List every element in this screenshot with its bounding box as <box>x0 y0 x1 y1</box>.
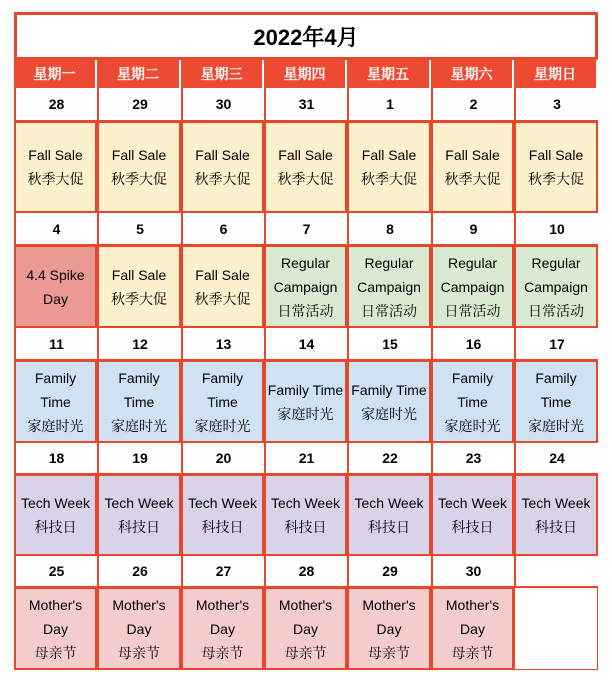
event-cell <box>97 587 181 670</box>
event-label: Regular <box>280 254 331 271</box>
event-cell <box>431 121 514 213</box>
day-number: 5 <box>97 213 181 245</box>
day-number: 3 <box>514 88 598 121</box>
day-number: 9 <box>431 213 514 245</box>
event-cell <box>264 121 347 213</box>
event-label: 秋季大促 <box>444 171 501 187</box>
day-number: 12 <box>97 328 181 360</box>
day-number: 26 <box>97 556 181 587</box>
event-cell <box>14 245 97 328</box>
day-number: 1 <box>347 88 431 121</box>
event-cell <box>14 121 97 213</box>
event-label: 秋季大促 <box>194 171 251 187</box>
event-label: 科技日 <box>201 519 244 535</box>
day-number: 7 <box>264 213 347 245</box>
event-label: Day <box>126 620 152 637</box>
event-cell <box>514 121 598 213</box>
day-number: 18 <box>14 443 97 474</box>
event-label: 母亲节 <box>368 644 410 661</box>
event-label: 科技日 <box>284 519 327 535</box>
event-cell <box>431 474 514 556</box>
event-label: 科技日 <box>535 519 577 535</box>
day-number: 20 <box>181 443 264 474</box>
empty-cell <box>514 587 598 670</box>
event-label: 家庭时光 <box>277 405 334 422</box>
event-label: Tech Week <box>21 495 90 511</box>
event-cell <box>181 245 264 328</box>
event-cell <box>181 121 264 213</box>
event-label: 秋季大促 <box>194 290 251 307</box>
event-label: Time <box>207 393 238 410</box>
day-number: 13 <box>181 328 264 360</box>
event-cell <box>264 245 347 328</box>
event-label: Fall Sale <box>278 147 333 163</box>
day-number <box>514 556 598 587</box>
event-label: 科技日 <box>118 519 160 535</box>
event-cell <box>97 474 181 556</box>
event-cell <box>97 245 181 328</box>
event-label: Family Time <box>267 381 344 398</box>
event-cell <box>431 587 514 670</box>
event-label: 日常活动 <box>277 302 334 319</box>
day-number: 10 <box>514 213 598 245</box>
event-cell <box>97 360 181 443</box>
event-label: Fall Sale <box>195 266 250 283</box>
day-number: 4 <box>14 213 97 245</box>
event-label: Mother's <box>362 596 416 613</box>
day-number: 2 <box>431 88 514 121</box>
event-label: 日常活动 <box>361 302 417 319</box>
day-number: 28 <box>14 88 97 121</box>
day-number: 22 <box>347 443 431 474</box>
event-label: Fall Sale <box>111 266 167 283</box>
event-label: 科技日 <box>34 519 77 535</box>
day-number: 28 <box>264 556 347 587</box>
day-number: 25 <box>14 556 97 587</box>
event-label: Day <box>293 620 318 637</box>
event-cell <box>181 474 264 556</box>
day-number: 23 <box>431 443 514 474</box>
event-label: 家庭时光 <box>528 417 584 434</box>
event-label: Day <box>376 620 402 637</box>
event-label: Campaign <box>273 278 338 295</box>
event-label: Campaign <box>357 278 421 295</box>
event-label: 秋季大促 <box>27 171 84 187</box>
event-cell <box>347 587 431 670</box>
event-label: Regular <box>447 254 498 271</box>
event-label: Fall Sale <box>111 147 167 163</box>
day-number: 31 <box>264 88 347 121</box>
event-label: Time <box>457 393 488 410</box>
event-label: 家庭时光 <box>194 417 251 434</box>
event-label: 母亲节 <box>451 644 494 661</box>
event-cell <box>14 474 97 556</box>
event-cell <box>14 360 97 443</box>
event-cell <box>14 587 97 670</box>
event-label: Mother's <box>278 596 333 613</box>
event-label: 科技日 <box>368 519 410 535</box>
day-number: 8 <box>347 213 431 245</box>
event-label: Tech Week <box>271 495 340 511</box>
event-cell <box>347 245 431 328</box>
event-label: Time <box>540 393 572 410</box>
event-label: Regular <box>531 254 581 271</box>
event-label: Fall Sale <box>361 147 417 163</box>
event-label: 家庭时光 <box>444 417 501 434</box>
event-label: Family <box>118 369 160 386</box>
day-number: 6 <box>181 213 264 245</box>
event-cell <box>514 245 598 328</box>
event-label: Day <box>460 620 485 637</box>
weekday-header-thu: 星期四 <box>264 60 347 88</box>
day-number: 15 <box>347 328 431 360</box>
event-cell <box>347 121 431 213</box>
event-label: 母亲节 <box>118 644 160 661</box>
event-cell <box>181 587 264 670</box>
event-label: Family Time <box>351 381 427 398</box>
day-number: 19 <box>97 443 181 474</box>
weekday-header-mon: 星期一 <box>14 60 97 88</box>
day-number: 14 <box>264 328 347 360</box>
event-label: 日常活动 <box>528 302 584 319</box>
event-cell <box>431 245 514 328</box>
day-number: 30 <box>431 556 514 587</box>
event-label: 日常活动 <box>444 302 501 319</box>
event-label: 母亲节 <box>201 644 244 661</box>
event-label: Campaign <box>440 278 505 295</box>
event-label: Time <box>123 393 155 410</box>
weekday-header-sat: 星期六 <box>431 60 514 88</box>
event-label: 家庭时光 <box>111 417 167 434</box>
event-label: Fall Sale <box>28 147 83 163</box>
event-cell <box>264 474 347 556</box>
event-label: 秋季大促 <box>277 171 334 187</box>
weekday-header-fri: 星期五 <box>347 60 431 88</box>
event-label: Mother's <box>112 596 166 613</box>
day-number: 17 <box>514 328 598 360</box>
event-label: Day <box>210 620 235 637</box>
day-number: 29 <box>97 88 181 121</box>
day-number: 11 <box>14 328 97 360</box>
event-cell <box>347 360 431 443</box>
event-cell <box>347 474 431 556</box>
event-label: Tech Week <box>521 495 591 511</box>
event-label: Tech Week <box>188 495 257 511</box>
weekday-header-sun: 星期日 <box>514 60 598 88</box>
event-label: 母亲节 <box>284 644 327 661</box>
event-label: Mother's <box>445 596 500 613</box>
event-label: Tech Week <box>354 495 424 511</box>
event-label: 秋季大促 <box>528 171 584 187</box>
event-cell <box>97 121 181 213</box>
event-label: Fall Sale <box>528 147 584 163</box>
event-label: Family <box>201 369 244 386</box>
event-label: 秋季大促 <box>111 290 167 307</box>
day-number: 21 <box>264 443 347 474</box>
event-label: Time <box>40 393 71 410</box>
event-cell <box>514 474 598 556</box>
event-label: 家庭时光 <box>361 405 417 422</box>
event-label: Mother's <box>28 596 83 613</box>
weekday-header-tue: 星期二 <box>97 60 181 88</box>
day-number: 16 <box>431 328 514 360</box>
day-number: 27 <box>181 556 264 587</box>
event-cell <box>264 587 347 670</box>
event-label: 4.4 Spike <box>26 266 85 283</box>
event-label: Tech Week <box>438 495 507 511</box>
day-number: 29 <box>347 556 431 587</box>
event-cell <box>181 360 264 443</box>
event-label: Family <box>535 369 577 386</box>
event-label: Day <box>43 620 68 637</box>
event-label: Day <box>43 290 68 307</box>
day-number: 24 <box>514 443 598 474</box>
event-label: Family <box>34 369 77 386</box>
event-label: Regular <box>364 254 414 271</box>
event-label: Mother's <box>195 596 250 613</box>
weekday-header-wed: 星期三 <box>181 60 264 88</box>
event-label: Campaign <box>524 278 588 295</box>
event-label: Family <box>451 369 494 386</box>
day-number: 30 <box>181 88 264 121</box>
event-label: 家庭时光 <box>27 417 84 434</box>
event-label: Fall Sale <box>195 147 250 163</box>
event-cell <box>431 360 514 443</box>
event-label: Tech Week <box>104 495 174 511</box>
event-cell <box>514 360 598 443</box>
calendar-title: 2022年4月 <box>14 12 598 60</box>
event-label: 科技日 <box>451 519 494 535</box>
event-label: 母亲节 <box>34 644 77 661</box>
event-label: 秋季大促 <box>361 171 417 187</box>
event-label: Fall Sale <box>445 147 500 163</box>
event-label: 秋季大促 <box>111 171 167 187</box>
event-cell <box>264 360 347 443</box>
